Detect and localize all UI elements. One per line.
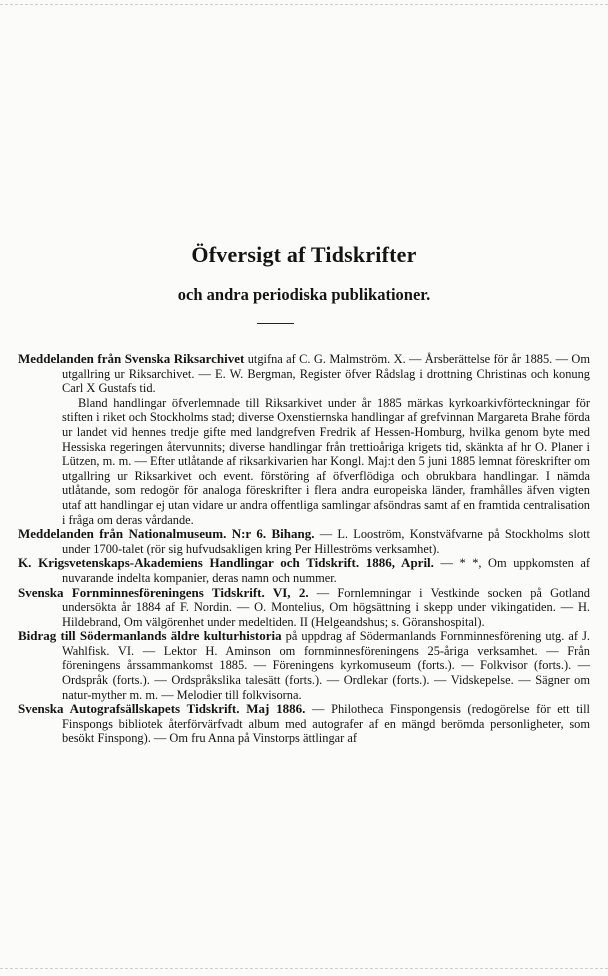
entry-text: — * *, Om uppkomsten af nuvarande indelta kompanier, deras namn och nummer. [62,556,590,585]
entry-krigsvetenskaps [18,556,590,585]
entry-riksarchivet [18,352,590,396]
entry-heading: Meddelanden från Nationalmuseum. N:r 6. Bihang. [18,526,315,542]
entry-riksarchivet-paragraph [18,396,590,527]
entry-text: — L. Looström, Konstväfvarne på Stockholms slott under 1700-talet (rör sig hufvudsakligen kring Per Hilleströms verksamhet). [62,527,590,556]
paragraph-text: Bland handlingar öfverlemnade till Riksarkivet under år 1885 märkas kyrkoarkivförteckningar för stiften i riket och Stockholms stad; diverse Oxenstiernska handlingar af grefvinnan Margareta Brahe förda ur landet vid hennes tredje gifte med landgrefven Fredrik af Hessen-Homburg, hvilka genom byte med Hessiska regeringen återvunnits; diverse handlingar från trettioåriga krigets tid, skänkta af hr O. Planer i Lützen, m. m. — Efter utlåtande af riksarkivarien har Kongl. Maj:t den 5 juni 1885 lemnat föreskrifter om utgallring ur Riksarkivet och event. förstöring af öfverflödiga och obrukbara handlingar. I nämda utlåtande, som redogör för analoga föreskrifter i flera andra europeiska länder, framhålles äfven vigten utaf att handlingar ej utan vidare ur andra offentliga samlingar afsöndras samt af en framtida centralisation i fråga om deras vårdande. [62,395,590,527]
entry-fornminnesforeningen [18,586,590,630]
entry-sodermanland [18,629,590,702]
page-title: Öfversigt af Tidskrifter [191,242,417,267]
entry-text: — Philotheca Finspongensis (redogörelse för ett till Finspongs bibliotek återförvärfvadt album med autografer af en mängd berömda personligheter, som besökt Finspong). — Om fru Anna på Vinstorps ättlingar af [62,702,590,746]
page-subtitle: och andra periodiska publikationer. [177,285,431,304]
entry-text: utgifna af C. G. Malmström. X. — Årsberättelse för år 1885. — Om utgallring ur Riksarchivet. — E. W. Bergman, Register öfver Rådslag i drottning Christinas och konung Carl X Gustafs tid. [62,352,590,396]
entry-autografsallskapet [18,702,590,746]
entry-heading: Svenska Autografsällskapets Tidskrift. Maj 1886. [18,701,306,717]
entry-heading: Svenska Fornminnesföreningens Tidskrift. VI, 2. [18,584,309,600]
entry-nationalmuseum [18,527,590,556]
title-divider [257,323,294,324]
entry-heading: Meddelanden från Svenska Riksarchivet [18,351,245,366]
entry-heading: Bidrag till Södermanlands äldre kulturhistoria [18,628,282,644]
entry-heading: K. Krigsvetenskaps-Akademiens Handlingar och Tidskrift. 1886, April. [18,555,434,571]
document-body [18,352,590,746]
entry-text: på uppdrag af Södermanlands Fornminnesförening utg. af J. Wahlfisk. VI. — Lektor H. Aminson om fornminnesföreningens 25-åriga verksamhet. — Från föreningens årssammankomst 1885. — Föreningens kyrkomuseum (forts.). — Folkvisor (forts.). — Ordspråk (forts.). — Ordspråkslika talesätt (forts.). — Ordlekar (forts.). — Vidskepelse. — Sägner om natur-myther m. m. — Melodier till folkvisorna. [62,629,590,702]
entry-text: — Fornlemningar i Vestkinde socken på Gotland undersökta år 1884 af F. Nordin. — O. Montelius, Om högsättning i skepp under vikingatiden. — H. Hildebrand, Om välgörenhet under medeltiden. II (Helgeandshus; s. Göranshospital). [62,585,590,629]
top-edge-rule [0,4,608,5]
bottom-edge-rule [0,968,608,969]
